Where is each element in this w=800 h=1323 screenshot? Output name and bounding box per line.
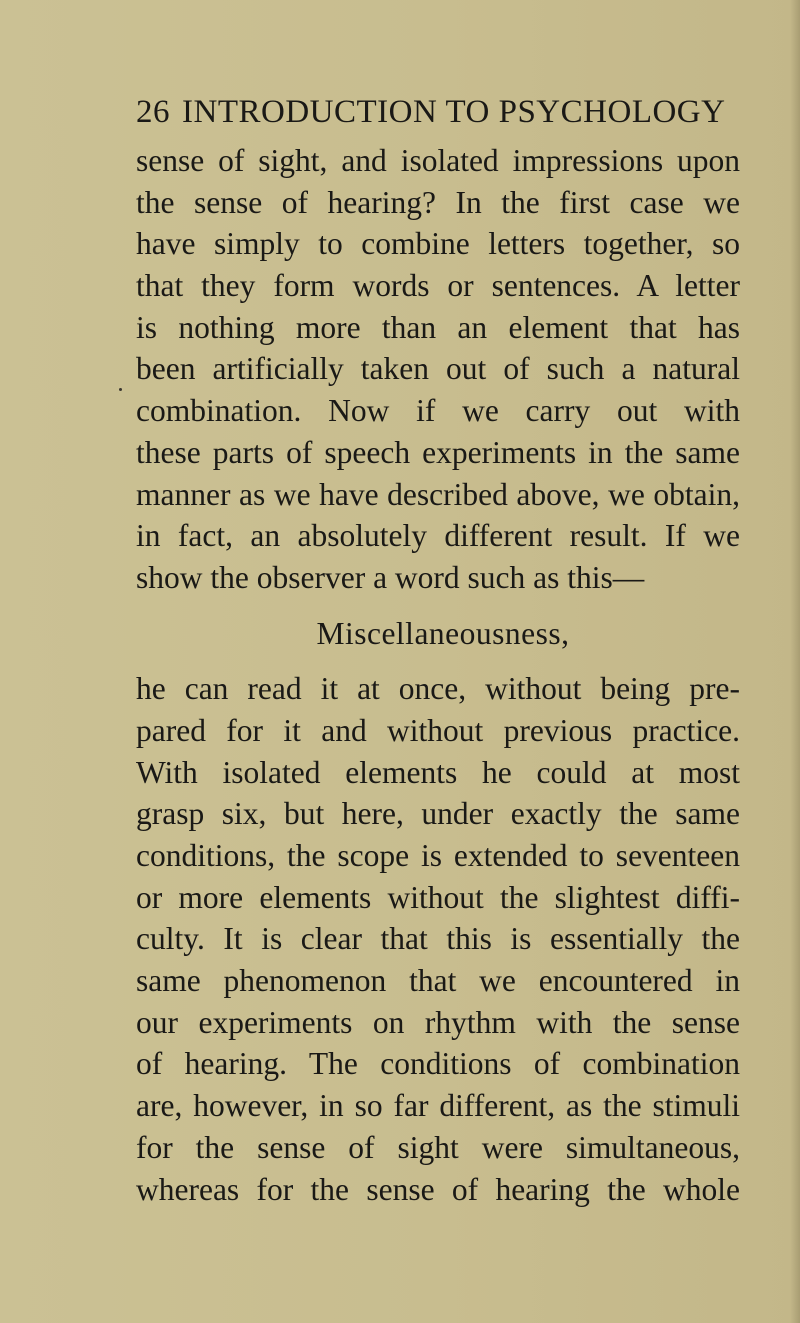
text-line: grasp six, but here, under exactly the same — [136, 796, 740, 832]
body-text — [136, 140, 740, 1210]
text-line: culty. It is clear that this is essentially the — [136, 921, 740, 957]
text-line: whereas for the sense of hearing the whole — [136, 1171, 740, 1207]
page-edge-shadow — [790, 0, 800, 1323]
text-line: is nothing more than an element that has — [136, 309, 740, 345]
text-line: combination. Now if we carry out with — [136, 393, 740, 429]
text-line: in fact, an absolutely different result. If we — [136, 518, 740, 554]
text-line: sense of sight, and isolated impressions upon — [136, 143, 740, 178]
text-line: are, however, in so far different, as the stimuli — [136, 1088, 740, 1124]
text-line: for the sense of sight were simultaneous, — [136, 1129, 740, 1165]
example-word: Miscellaneousness, — [316, 615, 570, 651]
text-line: show the observer a word such as this— — [136, 559, 645, 595]
text-line: our experiments on rhythm with the sense — [136, 1004, 740, 1040]
page-number: 26 — [136, 94, 170, 130]
text-line: of hearing. The conditions of combination — [136, 1046, 740, 1082]
running-head — [136, 94, 726, 131]
text-line: or more elements without the slightest diffi- — [136, 879, 740, 915]
text-line: manner as we have described above, we obtain, — [136, 476, 740, 512]
running-title: INTRODUCTION TO PSYCHOLOGY — [182, 94, 726, 130]
text-line: the sense of hearing? In the first case we — [136, 184, 740, 220]
text-line: been artificially taken out of such a natural — [136, 351, 740, 387]
text-line: these parts of speech experiments in the same — [136, 434, 740, 470]
margin-mark — [119, 388, 122, 391]
text-line: same phenomenon that we encountered in — [136, 963, 740, 999]
text-line: that they form words or sentences. A letter — [136, 268, 740, 304]
text-line: conditions, the scope is extended to seventeen — [136, 838, 740, 873]
text-line: he can read it at once, without being pre- — [136, 671, 740, 707]
text-line: With isolated elements he could at most — [136, 754, 740, 790]
text-line: have simply to combine letters together, so — [136, 226, 740, 262]
text-line: pared for it and without previous practice. — [136, 712, 740, 748]
